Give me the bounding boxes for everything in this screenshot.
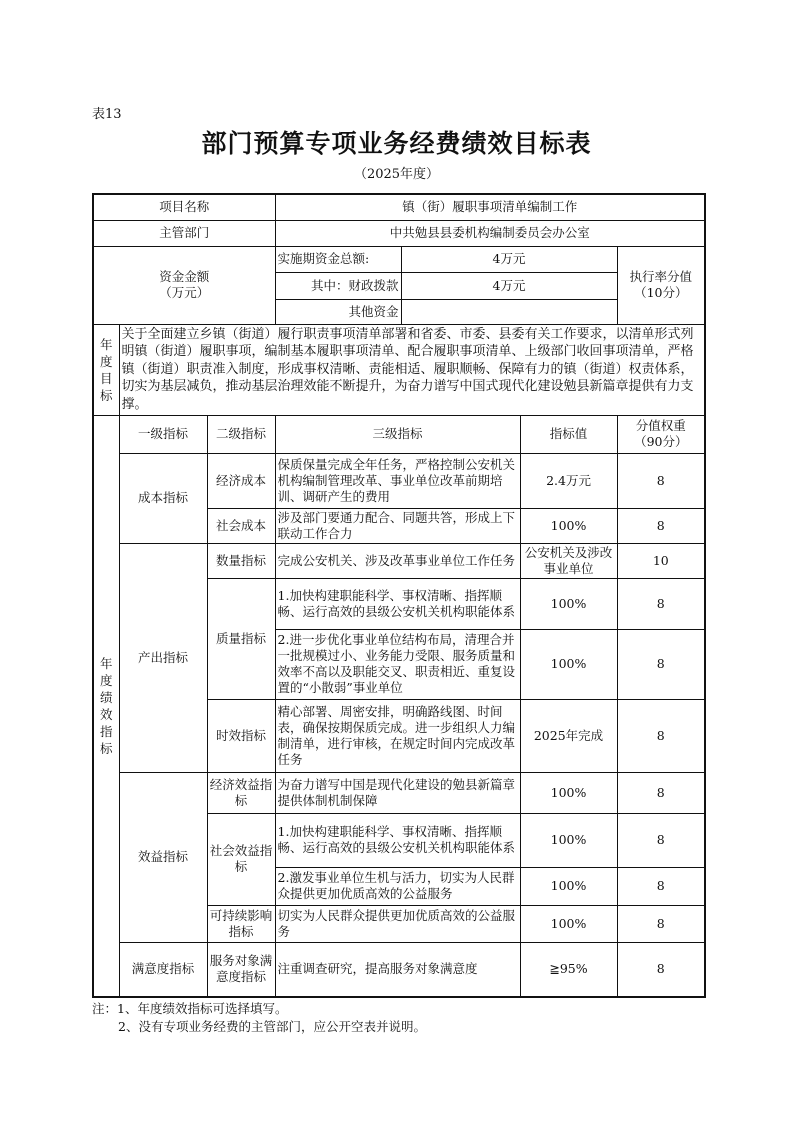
indicator-weight: 8 xyxy=(617,867,705,905)
indicator-value: 100% xyxy=(520,813,617,867)
indicator-weight: 8 xyxy=(617,772,705,813)
footnote-2: 2、没有专项业务经费的主管部门，应公开空表并说明。 xyxy=(118,1019,426,1034)
footnotes xyxy=(92,1000,426,1036)
indicator-weight: 8 xyxy=(617,942,705,997)
row-annual-goal xyxy=(93,324,705,415)
level3-text: 2.进一步优化事业单位结构布局，清理合并一批规模过小、业务能力受限、服务质量和效率不高以及职能交叉、职责相近、重复设置的“小散弱”事业单位 xyxy=(275,629,520,699)
level2-quality: 质量指标 xyxy=(207,578,275,699)
header-weight-line1: 分值权重 xyxy=(635,418,686,433)
level3-text: 完成公安机关、涉及改革事业单位工作任务 xyxy=(275,543,520,578)
header-weight-line2: （90分） xyxy=(634,434,688,449)
indicator-row xyxy=(93,942,705,997)
indicator-weight: 8 xyxy=(617,453,705,508)
project-name-value: 镇（街）履职事项清单编制工作 xyxy=(275,194,705,220)
indicator-weight: 10 xyxy=(617,543,705,578)
level3-text: 1.加快构建职能科学、事权清晰、指挥顺畅、运行高效的县级公安机关机构职能体系 xyxy=(275,813,520,867)
indicator-value: 100% xyxy=(520,629,617,699)
indicator-value: 100% xyxy=(520,578,617,629)
indicator-value: 2025年完成 xyxy=(520,699,617,772)
execution-rate-score xyxy=(617,246,705,324)
level3-text: 注重调查研究，提高服务对象满意度 xyxy=(275,942,520,997)
performance-target-table xyxy=(92,193,706,998)
row-funds-total xyxy=(93,246,705,272)
funds-label-line1: 资金金额 xyxy=(159,269,210,284)
indicator-value: 100% xyxy=(520,508,617,543)
indicator-weight: 8 xyxy=(617,578,705,629)
level2-economic-cost: 经济成本 xyxy=(207,453,275,508)
indicator-row xyxy=(93,772,705,813)
header-level1: 一级指标 xyxy=(119,415,207,453)
level3-text: 保质保量完成全年任务，严格控制公安机关机构编制管理改革、事业单位改革前期培训、调研产生的费用 xyxy=(275,453,520,508)
level3-text: 精心部署、周密安排，明确路线图、时间表，确保按期保质完成。进一步组织人力编制清单，进行审核，在规定时间内完成改革任务 xyxy=(275,699,520,772)
footnote-1: 注：1、年度绩效指标可选择填写。 xyxy=(92,1001,288,1016)
indicator-section-label-text: 年 度 绩 效 指 标 xyxy=(99,655,113,756)
funds-fiscal-label: 其中：财政拨款 xyxy=(275,272,401,299)
indicator-weight: 8 xyxy=(617,629,705,699)
header-value: 指标值 xyxy=(520,415,617,453)
indicator-weight: 8 xyxy=(617,813,705,867)
level2-quantity: 数量指标 xyxy=(207,543,275,578)
funds-other-label: 其他资金 xyxy=(275,299,401,324)
level3-text: 涉及部门要通力配合、同题共答，形成上下联动工作合力 xyxy=(275,508,520,543)
level2-social-benefit: 社会效益指标 xyxy=(207,813,275,905)
level1-cost: 成本指标 xyxy=(119,453,207,543)
execution-rate-line1: 执行率分值 xyxy=(629,269,693,284)
indicator-value: ≧95% xyxy=(520,942,617,997)
level2-service-satisfaction: 服务对象满意度指标 xyxy=(207,942,275,997)
level2-social-cost: 社会成本 xyxy=(207,508,275,543)
row-department xyxy=(93,220,705,246)
funds-label-line2: （万元） xyxy=(159,285,210,300)
level3-text: 2.激发事业单位生机与活力，切实为人民群众提供更加优质高效的公益服务 xyxy=(275,867,520,905)
funds-total-value: 4万元 xyxy=(401,246,617,272)
execution-rate-line2: （10分） xyxy=(634,285,688,300)
level2-sustainability: 可持续影响指标 xyxy=(207,905,275,942)
annual-goal-label xyxy=(93,324,119,415)
indicator-row xyxy=(93,543,705,578)
level2-economic-benefit: 经济效益指标 xyxy=(207,772,275,813)
funds-total-label: 实施期资金总额: xyxy=(275,246,401,272)
indicator-row xyxy=(93,453,705,508)
table-number: 表13 xyxy=(92,107,122,122)
row-project-name xyxy=(93,194,705,220)
project-name-label: 项目名称 xyxy=(93,194,275,220)
fiscal-year: （2025年度） xyxy=(353,167,440,182)
indicator-weight: 8 xyxy=(617,699,705,772)
level3-text: 切实为人民群众提供更加优质高效的公益服务 xyxy=(275,905,520,942)
indicator-value: 100% xyxy=(520,772,617,813)
funds-label xyxy=(93,246,275,324)
level2-timeliness: 时效指标 xyxy=(207,699,275,772)
header-level2: 二级指标 xyxy=(207,415,275,453)
indicator-weight: 8 xyxy=(617,508,705,543)
level1-output: 产出指标 xyxy=(119,543,207,772)
indicator-weight: 8 xyxy=(617,905,705,942)
level3-text: 为奋力谱写中国是现代化建设的勉县新篇章提供体制机制保障 xyxy=(275,772,520,813)
funds-other-value xyxy=(401,299,617,324)
indicator-value: 100% xyxy=(520,905,617,942)
indicator-section-label xyxy=(93,415,119,997)
indicator-value: 100% xyxy=(520,867,617,905)
level1-benefit: 效益指标 xyxy=(119,772,207,942)
page-title: 部门预算专项业务经费绩效目标表 xyxy=(201,129,592,158)
indicator-value: 2.4万元 xyxy=(520,453,617,508)
header-level3: 三级指标 xyxy=(275,415,520,453)
department-label: 主管部门 xyxy=(93,220,275,246)
department-value: 中共勉县县委机构编制委员会办公室 xyxy=(275,220,705,246)
annual-goal-text: 关于全面建立乡镇（街道）履行职责事项清单部署和省委、市委、县委有关工作要求，以清单形式列明镇（街道）履职事项，编制基本履职事项清单、配合履职事项清单、上级部门收回事项清单，严格镇（街道）职责准入制度，形成事权清晰、责能相适、履职顺畅、保障有力的镇（街道）权责体系，切实为基层减负，推动基层治理效能不断提升，为奋力谱写中国式现代化建设勉县新篇章提供有力支撑。 xyxy=(119,324,705,415)
indicator-header-row xyxy=(93,415,705,453)
header-weight xyxy=(617,415,705,453)
funds-fiscal-value: 4万元 xyxy=(401,272,617,299)
indicator-value: 公安机关及涉改事业单位 xyxy=(520,543,617,578)
level3-text: 1.加快构建职能科学、事权清晰、指挥顺畅、运行高效的县级公安机关机构职能体系 xyxy=(275,578,520,629)
annual-goal-label-text: 年 度 目 标 xyxy=(99,336,113,403)
level1-satisfaction: 满意度指标 xyxy=(119,942,207,997)
